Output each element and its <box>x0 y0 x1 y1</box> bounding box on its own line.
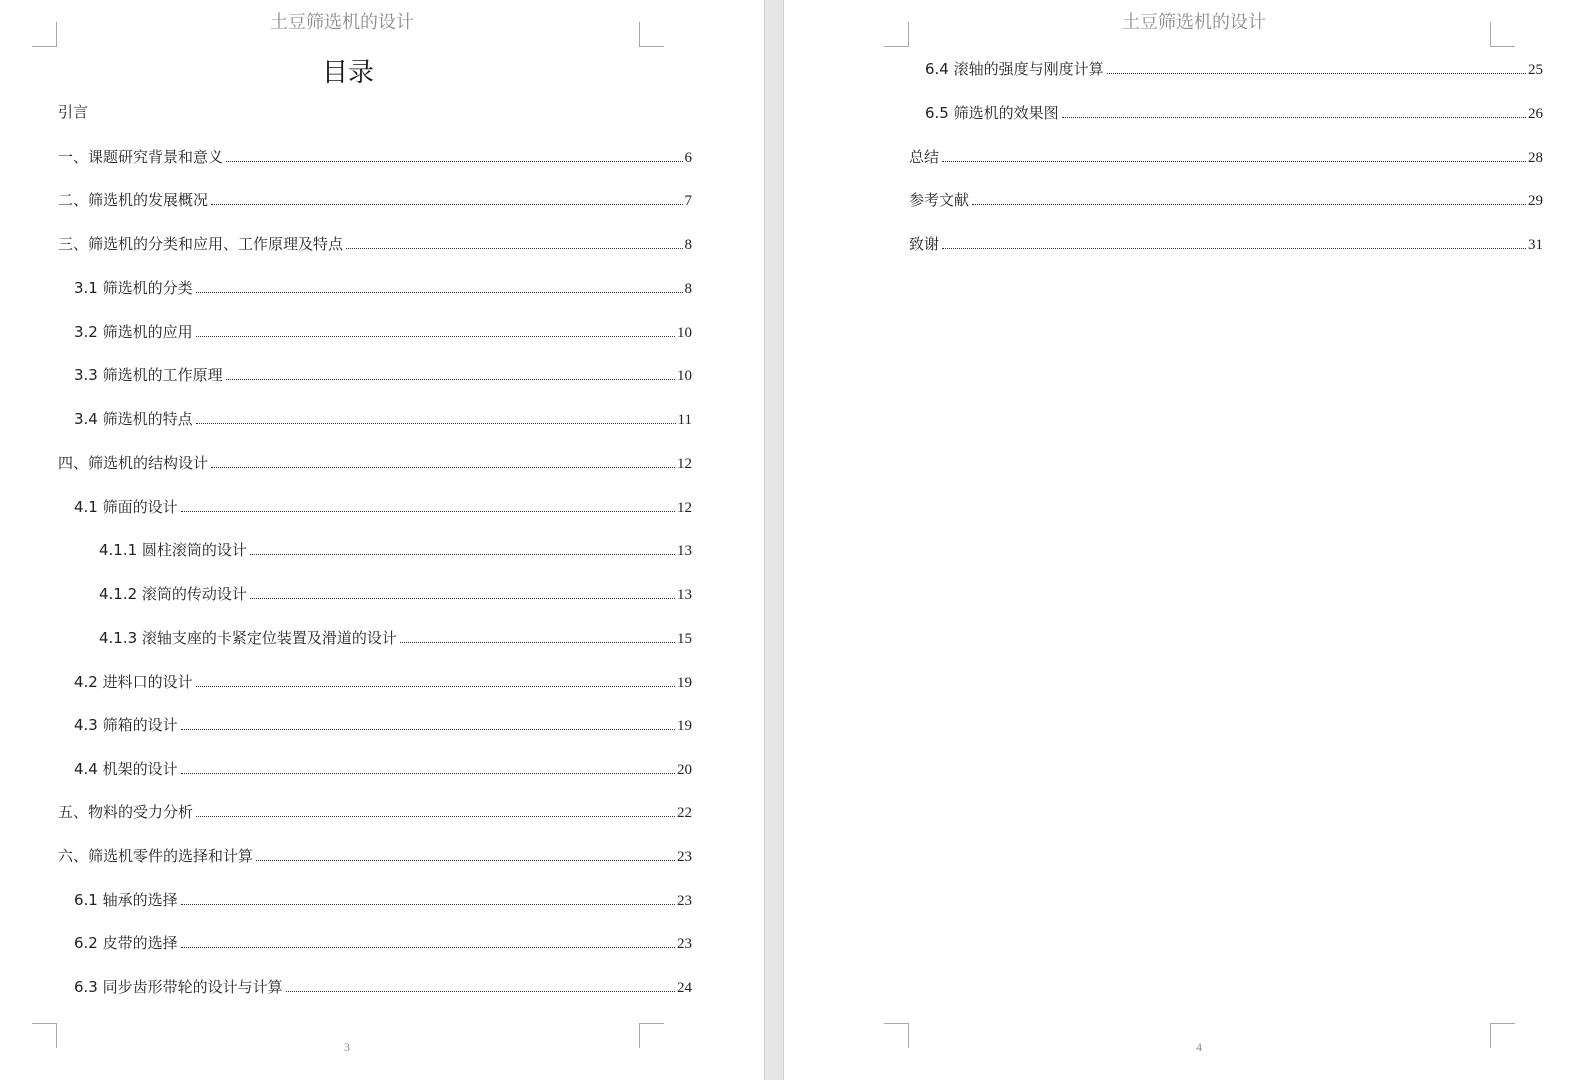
toc-entry-page: 6 <box>684 150 692 166</box>
crop-mark <box>1490 22 1515 47</box>
crop-mark <box>884 22 909 47</box>
toc-entry-page: 22 <box>677 805 692 821</box>
toc-entry-label: 4.1.2 滚筒的传动设计 <box>99 585 247 603</box>
toc-entry-page: 23 <box>677 936 692 952</box>
toc-entry[interactable] <box>99 626 692 648</box>
dot-leader <box>942 161 1526 162</box>
toc-entry-page: 7 <box>684 193 692 209</box>
toc-entry-label: 参考文献 <box>909 191 970 209</box>
toc-entry-page: 15 <box>677 631 692 647</box>
toc-entry[interactable] <box>74 975 692 997</box>
toc-entry[interactable] <box>74 757 692 779</box>
document-page-4 <box>784 0 1571 1080</box>
toc-entry[interactable] <box>74 888 692 910</box>
dot-leader <box>181 773 675 774</box>
toc-entry-label: 3.1 筛选机的分类 <box>74 279 193 297</box>
toc-entry[interactable] <box>909 188 1543 210</box>
toc-entry-label: 4.2 进料口的设计 <box>74 673 193 691</box>
dot-leader <box>181 729 675 730</box>
dot-leader <box>181 511 675 512</box>
toc-entry-label: 4.1.3 滚轴支座的卡紧定位装置及滑道的设计 <box>99 629 397 647</box>
toc-entry-label: 致谢 <box>909 235 940 253</box>
dot-leader <box>211 204 682 205</box>
toc-entry[interactable] <box>58 800 692 822</box>
toc-entry-page: 11 <box>677 412 692 428</box>
dot-leader <box>972 204 1526 205</box>
toc-entry-page: 20 <box>677 762 692 778</box>
toc-entry[interactable] <box>909 232 1543 254</box>
toc-entry-page: 12 <box>677 500 692 516</box>
toc-entry[interactable] <box>58 844 692 866</box>
toc-entry-page: 19 <box>677 675 692 691</box>
toc-entry[interactable] <box>74 320 692 342</box>
dot-leader <box>211 467 675 468</box>
page-header: 土豆筛选机的设计 <box>270 12 414 33</box>
toc-entry-label: 六、筛选机零件的选择和计算 <box>58 847 254 865</box>
toc-entry-label: 总结 <box>909 148 940 166</box>
dot-leader <box>256 860 675 861</box>
toc-entry-label: 四、筛选机的结构设计 <box>58 454 209 472</box>
dot-leader <box>226 379 675 380</box>
toc-entry[interactable] <box>58 100 692 122</box>
toc-entry-label: 二、筛选机的发展概况 <box>58 191 209 209</box>
toc-entry[interactable] <box>925 57 1543 79</box>
document-page-3 <box>0 0 764 1080</box>
toc-entry-page: 29 <box>1528 193 1543 209</box>
toc-entry[interactable] <box>58 451 692 473</box>
toc-entry-page: 12 <box>677 456 692 472</box>
toc-entry[interactable] <box>58 188 692 210</box>
dot-leader <box>181 904 675 905</box>
crop-mark <box>884 1023 909 1048</box>
toc-entry-page: 8 <box>684 281 692 297</box>
toc-entry-label: 6.2 皮带的选择 <box>74 934 178 952</box>
toc-entry-label: 6.5 筛选机的效果图 <box>925 104 1059 122</box>
crop-mark <box>1490 1023 1515 1048</box>
dot-leader <box>196 686 675 687</box>
dot-leader <box>226 161 682 162</box>
toc-entry-page: 26 <box>1528 106 1543 122</box>
crop-mark <box>32 1023 57 1048</box>
toc-entry[interactable] <box>74 276 692 298</box>
dot-leader <box>1062 117 1526 118</box>
toc-entry[interactable] <box>58 145 692 167</box>
toc-entry[interactable] <box>925 101 1543 123</box>
crop-mark <box>32 22 57 47</box>
dot-leader <box>250 554 675 555</box>
dot-leader <box>196 816 675 817</box>
toc-entry[interactable] <box>74 363 692 385</box>
toc-title: 目录 <box>322 58 375 88</box>
toc-entry-page: 19 <box>677 718 692 734</box>
toc-entry-label: 引言 <box>58 103 89 121</box>
toc-entry[interactable] <box>909 145 1543 167</box>
toc-entry[interactable] <box>74 670 692 692</box>
toc-entry-label: 五、物料的受力分析 <box>58 803 194 821</box>
toc-entry-page: 10 <box>677 325 692 341</box>
toc-entry-page: 31 <box>1528 237 1543 253</box>
toc-entry-page: 10 <box>677 368 692 384</box>
toc-entry-label: 4.1.1 圆柱滚筒的设计 <box>99 541 247 559</box>
toc-entry-page: 23 <box>677 849 692 865</box>
crop-mark <box>639 22 664 47</box>
toc-entry-label: 三、筛选机的分类和应用、工作原理及特点 <box>58 235 344 253</box>
toc-entry-label: 3.3 筛选机的工作原理 <box>74 366 223 384</box>
toc-entry[interactable] <box>99 582 692 604</box>
toc-entry-label: 6.1 轴承的选择 <box>74 891 178 909</box>
toc-entry-label: 一、课题研究背景和意义 <box>58 148 224 166</box>
page-number: 4 <box>1196 1040 1202 1054</box>
toc-entry-page: 13 <box>677 543 692 559</box>
dot-leader <box>196 292 683 293</box>
dot-leader <box>196 423 676 424</box>
toc-entry[interactable] <box>74 931 692 953</box>
toc-entry[interactable] <box>74 495 692 517</box>
page-number: 3 <box>344 1040 350 1054</box>
toc-entry-page: 25 <box>1528 62 1543 78</box>
page-header: 土豆筛选机的设计 <box>1122 12 1266 33</box>
toc-entry-page: 23 <box>677 893 692 909</box>
dot-leader <box>250 598 675 599</box>
toc-entry-page: 8 <box>684 237 692 253</box>
dot-leader <box>286 991 675 992</box>
dot-leader <box>942 248 1526 249</box>
page-gap <box>764 0 784 1080</box>
toc-entry-label: 4.4 机架的设计 <box>74 760 178 778</box>
toc-entry-label: 6.4 滚轴的强度与刚度计算 <box>925 60 1104 78</box>
toc-entry-page: 24 <box>677 980 692 996</box>
dot-leader <box>400 642 675 643</box>
toc-entry-label: 6.3 同步齿形带轮的设计与计算 <box>74 978 283 996</box>
dot-leader <box>346 248 682 249</box>
toc-entry[interactable] <box>74 713 692 735</box>
toc-entry-label: 3.4 筛选机的特点 <box>74 410 193 428</box>
dot-leader <box>1107 73 1526 74</box>
toc-entry[interactable] <box>99 538 692 560</box>
toc-entry-label: 4.3 筛箱的设计 <box>74 716 178 734</box>
toc-entry-label: 3.2 筛选机的应用 <box>74 323 193 341</box>
toc-entry[interactable] <box>74 407 692 429</box>
dot-leader <box>181 947 675 948</box>
crop-mark <box>639 1023 664 1048</box>
toc-entry-page: 28 <box>1528 150 1543 166</box>
toc-entry-label: 4.1 筛面的设计 <box>74 498 178 516</box>
dot-leader <box>196 336 675 337</box>
toc-entry-page: 13 <box>677 587 692 603</box>
toc-entry[interactable] <box>58 232 692 254</box>
